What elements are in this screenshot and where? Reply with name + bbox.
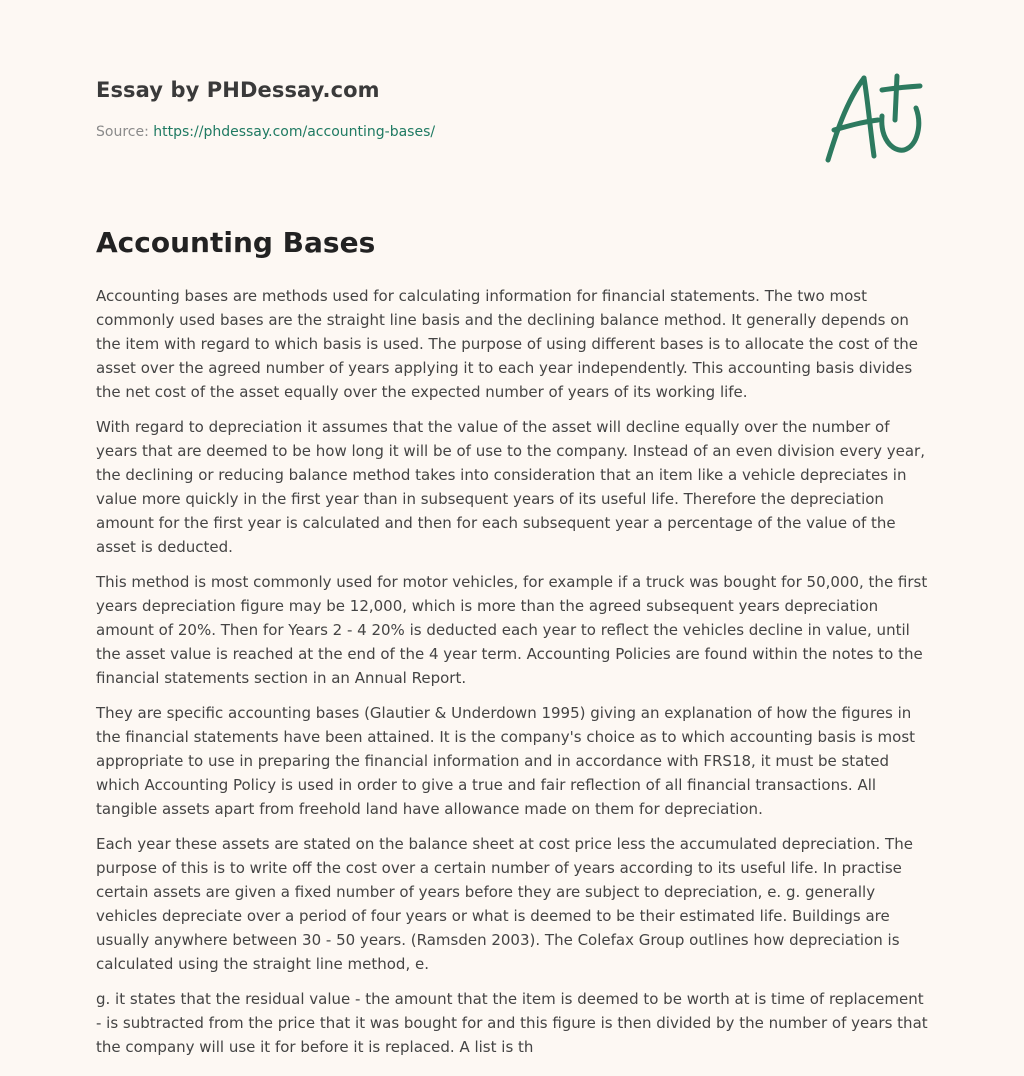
essay-title: Accounting Bases: [96, 226, 376, 259]
essay-body: [96, 284, 928, 1070]
essay-paragraph: Each year these assets are stated on the balance sheet at cost price less the accumulated depreciation. The purpose of this is to write off the cost over a certain number of years according to its useful life. In practise certain assets are given a fixed number of years before they are subject to depreciation, e. g. generally vehicles depreciate over a period of four years or what is deemed to be their estimated life. Buildings are usually anywhere between 30 - 50 years. (Ramsden 2003). The Colefax Group outlines how depreciation is calculated using the straight line method, e.: [96, 835, 913, 973]
page-header: [96, 72, 936, 182]
essay-paragraph: Accounting bases are methods used for calculating information for financial statements. The two most commonly used bases are the straight line basis and the declining balance method. It generally depends on the item with regard to which basis is used. The purpose of using different bases is to allocate the cost of the asset over the agreed number of years applying it to each year independently. This accounting basis divides the net cost of the asset equally over the expected number of years of its working life.: [96, 287, 918, 401]
essay-paragraph: They are specific accounting bases (Glautier & Underdown 1995) giving an explanation of how the figures in the financial statements have been attained. It is the company's choice as to which accounting basis is most appropriate to use in preparing the financial information and in accordance with FRS18, it must be stated which Accounting Policy is used in order to give a true and fair reflection of all financial transactions. All tangible assets apart from freehold land have allowance made on them for depreciation.: [96, 704, 916, 818]
source-link[interactable]: https://phdessay.com/accounting-bases/: [153, 124, 436, 140]
essay-paragraph: This method is most commonly used for motor vehicles, for example if a truck was bought for 50,000, the first years depreciation figure may be 12,000, which is more than the agreed subsequent years depreciation amount of 20%. Then for Years 2 - 4 20% is deducted each year to reflect the vehicles decline in value, until the asset value is reached at the end of the 4 year term. Accounting Policies are found within the notes to the financial statements section in an Annual Report.: [96, 573, 928, 687]
source-line: [96, 124, 435, 140]
source-label: Source:: [96, 124, 149, 140]
essay-paragraph: With regard to depreciation it assumes that the value of the asset will decline equally over the number of years that are deemed to be how long it will be of use to the company. Instead of an even division every year, the declining or reducing balance method takes into consideration that an item like a vehicle depreciates in value more quickly in the first year than in subsequent years of its useful life. Therefore the depreciation amount for the first year is calculated and then for each subsequent year a percentage of the value of the asset is deducted.: [96, 418, 925, 556]
a-plus-logo-icon: [824, 72, 926, 164]
site-title: Essay by PHDessay.com: [96, 78, 380, 102]
essay-paragraph: g. it states that the residual value - the amount that the item is deemed to be worth at is time of replacement - is subtracted from the price that it was bought for and this figure is then divided by the number of years that the company will use it for before it is replaced. A list is th: [96, 990, 928, 1056]
